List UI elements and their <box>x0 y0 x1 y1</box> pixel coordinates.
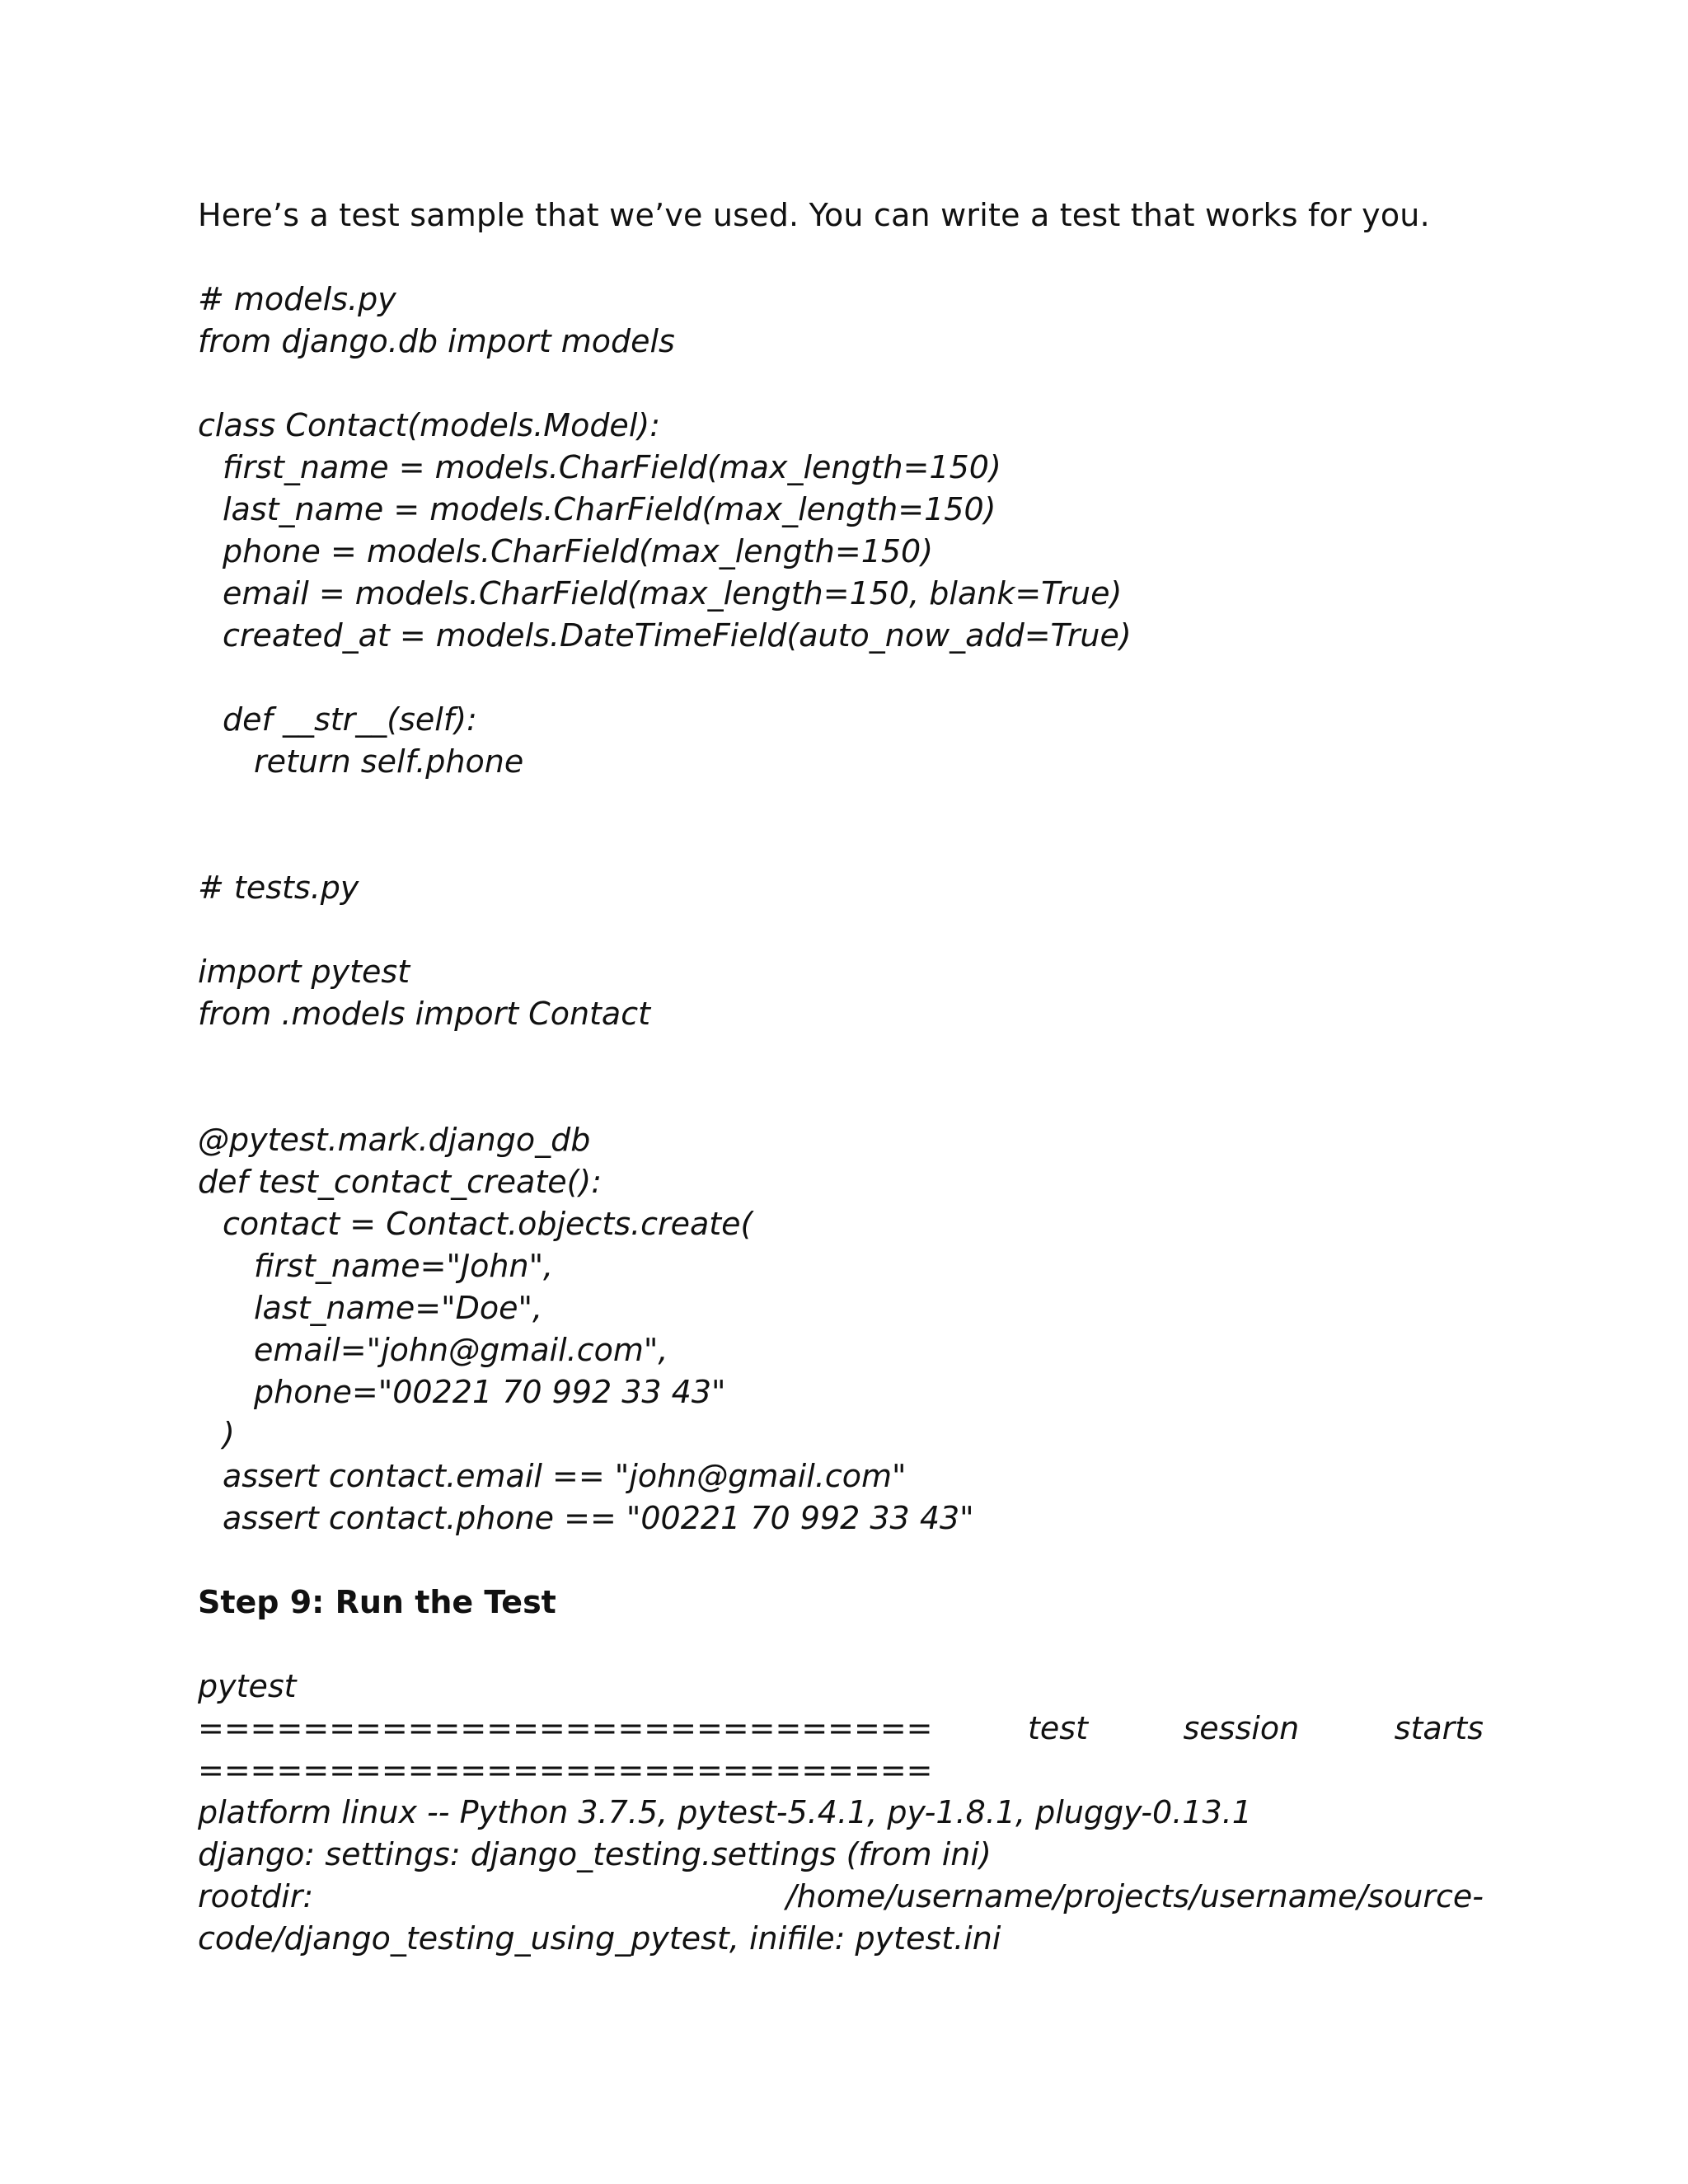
step-9-heading: Step 9: Run the Test <box>198 1584 556 1620</box>
rootdir-continuation: code/django_testing_using_pytest, inifile: pytest.ini <box>198 1920 1001 1957</box>
code-line: class Contact(models.Model): <box>198 407 661 443</box>
session-word-starts: starts <box>1394 1710 1484 1746</box>
code-line: last_name="Doe", <box>254 1290 543 1326</box>
rootdir-label: rootdir: <box>198 1878 314 1915</box>
models-code-block <box>198 279 1484 783</box>
rootdir-path: /home/username/projects/username/source- <box>785 1878 1484 1915</box>
pytest-output-block <box>198 1666 1484 1960</box>
code-line: created_at = models.DateTimeField(auto_now_add=True) <box>223 617 1132 654</box>
separator-right: ============================ <box>198 1752 933 1788</box>
code-line: email="john@gmail.com", <box>254 1332 668 1368</box>
rootdir-line <box>198 1876 1484 1918</box>
code-line: ) <box>223 1416 235 1452</box>
code-line: first_name="John", <box>254 1248 554 1284</box>
intro-paragraph: Here’s a test sample that we’ve used. You can write a test that works for you. <box>198 197 1430 233</box>
code-line: def __str__(self): <box>223 701 477 738</box>
code-line: assert contact.email == "john@gmail.com" <box>223 1458 907 1494</box>
session-word-session: session <box>1183 1710 1300 1746</box>
code-line: phone = models.CharField(max_length=150) <box>223 533 934 569</box>
code-line: # models.py <box>198 281 396 317</box>
code-line: contact = Contact.objects.create( <box>223 1206 753 1242</box>
code-line: phone="00221 70 992 33 43" <box>254 1374 726 1410</box>
code-line: def test_contact_create(): <box>198 1164 603 1200</box>
code-line: # tests.py <box>198 869 359 906</box>
platform-line: platform linux -- Python 3.7.5, pytest-5.4.1, py-1.8.1, pluggy-0.13.1 <box>198 1794 1252 1830</box>
document-page <box>198 194 1484 1960</box>
code-line: email = models.CharField(max_length=150, blank=True) <box>223 575 1123 612</box>
code-line: from .models import Contact <box>198 996 651 1032</box>
code-line: return self.phone <box>254 743 524 780</box>
session-word-test: test <box>1028 1710 1088 1746</box>
session-start-line <box>198 1708 1484 1750</box>
django-settings-line: django: settings: django_testing.settings (from ini) <box>198 1836 992 1872</box>
code-line: last_name = models.CharField(max_length=150) <box>223 491 996 527</box>
pytest-command: pytest <box>198 1668 297 1704</box>
code-line: @pytest.mark.django_db <box>198 1122 591 1158</box>
code-line: import pytest <box>198 954 410 990</box>
code-line: from django.db import models <box>198 323 675 359</box>
code-line: assert contact.phone == "00221 70 992 33 43" <box>223 1500 974 1536</box>
code-line: first_name = models.CharField(max_length=150) <box>223 449 1001 485</box>
separator-left: ============================ <box>198 1710 933 1746</box>
tests-code-block <box>198 867 1484 1540</box>
